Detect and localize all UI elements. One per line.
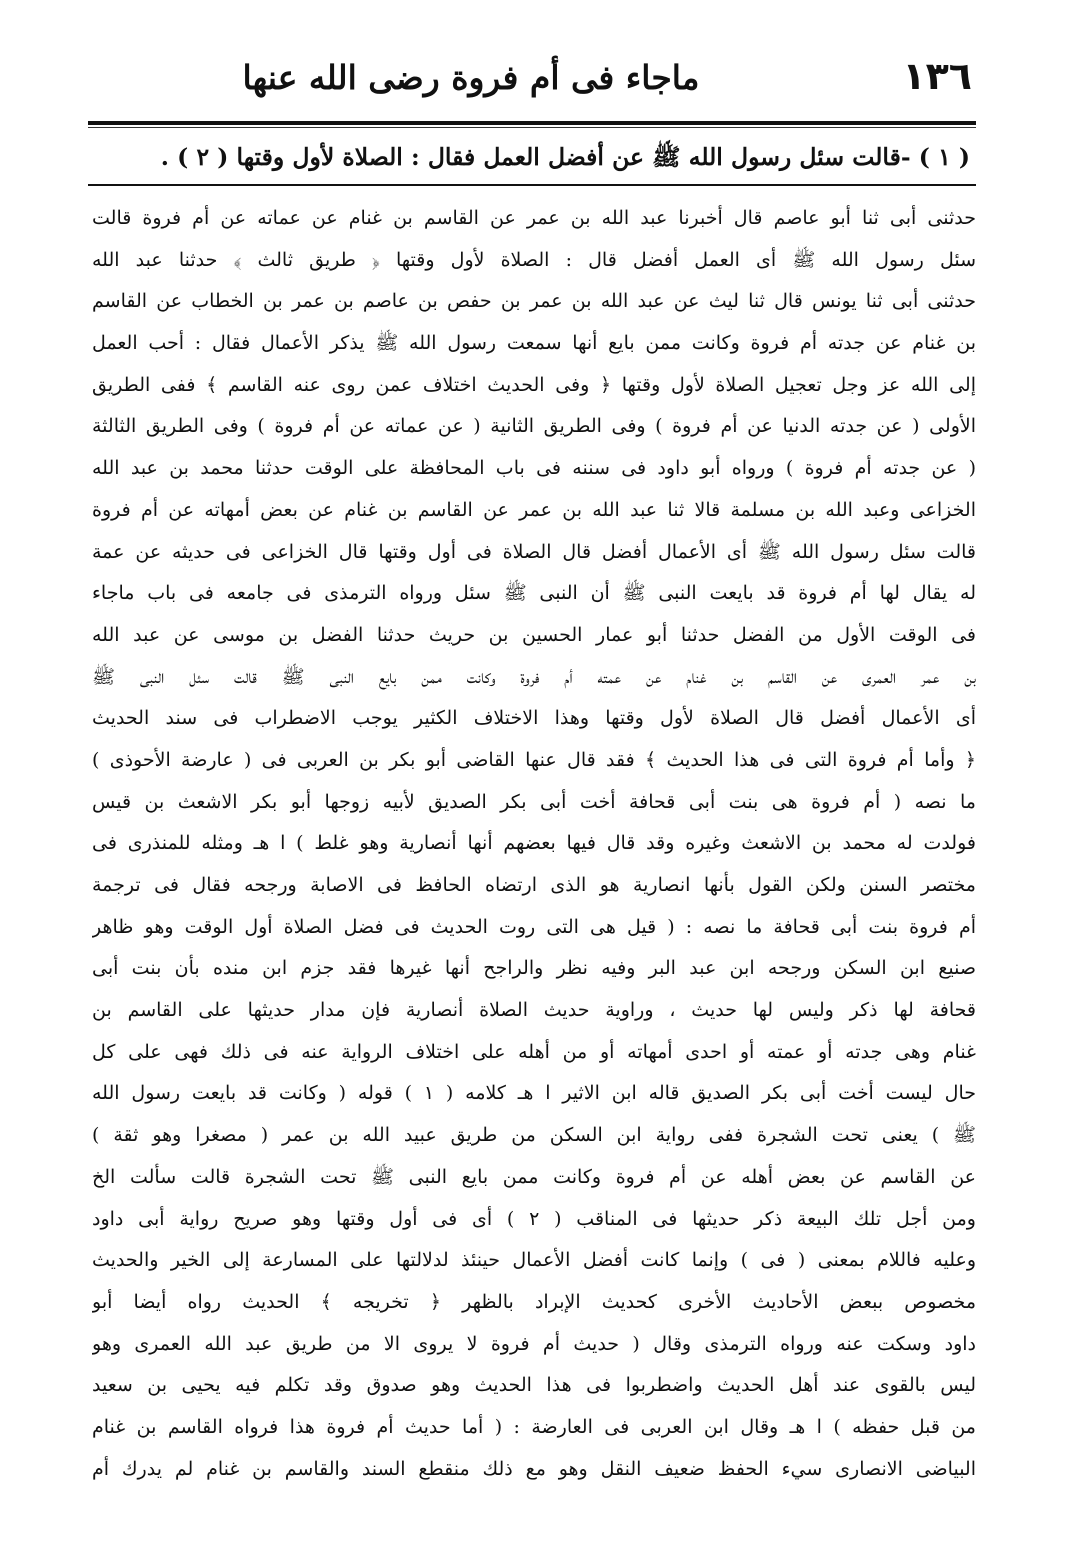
commentary-line: ومن أجل تلك البيعة ذكر حديثها فى المناقب ( ٢ ) أى فى أول وقتها وهو صريح رواية أبى داود <box>92 1207 976 1230</box>
commentary-line: فولدت له محمد بن الاشعث وغيره وقد قال فيها بعضهم أنها أنصارية وهو غلط ) ا هـ ومثله للمنذرى فى <box>92 832 976 855</box>
commentary-line: الأولى ( عن جدته الدنيا عن أم فروة ) وفى الطريق الثانية ( عن عماته عن أم فروة ) وفى الطريق الثالثة <box>92 415 976 438</box>
commentary-line: داود وسكت عنه ورواه الترمذى وقال ( حديث أم فروة لا يروى الا من طريق عبد الله العمرى وهو <box>92 1332 976 1355</box>
commentary-line: ما نصه ( أم فروة هى بنت أبى قحافة أخت أبى بكر الصديق لأبيه زوجها أبو بكر الاشعث بن قيس <box>92 790 976 813</box>
commentary-line: أم فروة بنت أبى قحافة ما نصه : ( قيل هى التى روت الحديث فى فضل الصلاة أول الوقت وهو ظاهر <box>92 915 976 938</box>
commentary-line: سئل رسول الله ﷺ أى العمل أفضل قال : الصلاة لأول وقتها ﴿ طريق ثالث ﴾ حدثنا عبد الله <box>92 248 976 271</box>
commentary-line: ﴿ وأما أم فروة التى فى هذا الحديث ﴾ فقد قال عنها القاضى أبو بكر بن العربى فى ( عارضة الأحوذى ) <box>92 748 976 771</box>
commentary-line: ليس بالقوى عند أهل الحديث واضطربوا فى هذا الحديث وهو صدوق وقد تكلم فيه يحيى بن سعيد <box>92 1374 976 1397</box>
page-header <box>90 52 972 112</box>
commentary-line: غنام وهى جدته أو عمته أو احدى أمهاته أو من أهله على اختلاف الرواية عنه فى ذلك فهى على كل <box>92 1040 976 1063</box>
commentary-line: مخصوص ببعض الأحاديث الأخرى كحديث الإبراد بالظهر ﴿ تخريجه ﴾ الحديث رواه أيضا أبو <box>92 1290 976 1313</box>
commentary-line: بن عمر العمرى عن القاسم بن غنام عن عمته أم فروة وكانت ممن بايع النبى ﷺ قالت سئل النبى ﷺ <box>92 665 976 688</box>
commentary-line: حدثنى أبى ثنا يونس قال ثنا ليث عن عبد الله بن عمر بن حفص بن عاصم بن عمر بن الخطاب عن القاسم <box>92 290 976 313</box>
commentary-line: من قبل حفظه ) ا هـ وقال ابن العربى فى العارضة : ( أما حديث أم فروة هذا فرواه القاسم بن غنام <box>92 1415 976 1438</box>
commentary-line: حدثنى أبى ثنا أبو عاصم قال أخبرنا عبد الله بن عمر عن القاسم بن غنام عن عماته عن أم فروة قالت <box>92 207 976 229</box>
commentary-line: إلى الله عز وجل تعجيل الصلاة لأول وقتها ﴿ وفى الحديث اختلاف عمن روى عنه القاسم ﴾ ففى الطريق <box>92 373 976 396</box>
commentary-line: قحافة لها ذكر وليس لها حديث ، وراوية حديث الصلاة أنصارية فإن مدار حديثها على القاسم بن <box>92 999 976 1022</box>
commentary-line: الخزاعى وعبد الله بن مسلمة قالا ثنا عبد الله بن عمر عن القاسم بن غنام عن بعض أمهاته عن أم فروة <box>92 498 976 521</box>
commentary-line: فى الوقت الأول من الفضل حدثنا أبو عمار الحسين بن حريث حدثنا الفضل بن موسى عن عبد الله <box>92 623 976 646</box>
commentary-line: صنيع ابن السكن ورجحه ابن عبد البر وفيه نظر والراجح أنها غيرها فقد جزم ابن منده بأن بنت أبى <box>92 957 976 980</box>
running-title: ماجاء فى أم فروة رضى الله عنها <box>242 58 700 97</box>
commentary-body <box>92 198 976 1490</box>
commentary-line: حال ليست أخت أبى بكر الصديق قاله ابن الاثير ا هـ كلامه ( ١ ) قوله ( وكانت قد بايعت رسول الله <box>92 1082 976 1105</box>
commentary-line: بن غنام عن جدته أم فروة وكانت ممن بايع أنها سمعت رسول الله ﷺ يذكر الأعمال فقال : أحب العمل <box>92 332 976 355</box>
commentary-line: ( عن جدته أم فروة ) ورواه أبو داود فى سننه فى باب المحافظة على الوقت حدثنا محمد بن عبد الله <box>92 457 976 480</box>
section-divider <box>88 184 976 186</box>
commentary-line: ﷺ ) يعنى تحت الشجرة ففى رواية ابن السكن من طريق عبيد الله بن عمر ( مصغرا وهو ثقة ) <box>92 1124 976 1147</box>
commentary-line: مختصر السنن ولكن القول بأنها انصارية هو الذى ارتضاه الحافظ فى الاصابة ورجحه فقال فى ترجمة <box>92 874 976 896</box>
commentary-line: عن القاسم عن بعض أهله عن أم فروة وكانت ممن بايع النبى ﷺ تحت الشجرة قالت سألت الخ <box>92 1165 976 1188</box>
header-rule-thin <box>88 127 976 128</box>
commentary-line: أى الأعمال أفضل قال الصلاة لأول وقتها وهذا الاختلاف الكثير يوجب الاضطراب فى سند الحديث <box>92 707 976 730</box>
main-hadith-text: ( ١ ) -قالت سئل رسول الله ﷺ عن أفضل العمل فقال : الصلاة لأول وقتها ( ٢ ) . <box>160 143 970 171</box>
page-number: ١٣٦ <box>902 54 972 98</box>
commentary-line: وعليه فاللام بمعنى ( فى ) وإنما كانت أفضل الأعمال حينئذ لدلالتها على المسارعة إلى الخير والحديث <box>92 1249 976 1272</box>
commentary-line: له يقال لها أم فروة قد بايعت النبى ﷺ أن النبى ﷺ سئل ورواه الترمذى فى جامعه فى باب ماجاء <box>92 582 976 605</box>
commentary-line: قالت سئل رسول الله ﷺ أى الأعمال أفضل قال الصلاة فى أول وقتها قال الخزاعى فى حديثه عن عمة <box>92 540 976 563</box>
header-rule <box>88 121 976 125</box>
commentary-line: البياضى الانصارى سيء الحفظ ضعيف النقل وهو مع ذلك منقطع السند والقاسم بن غنام لم يدرك أم <box>92 1457 976 1480</box>
